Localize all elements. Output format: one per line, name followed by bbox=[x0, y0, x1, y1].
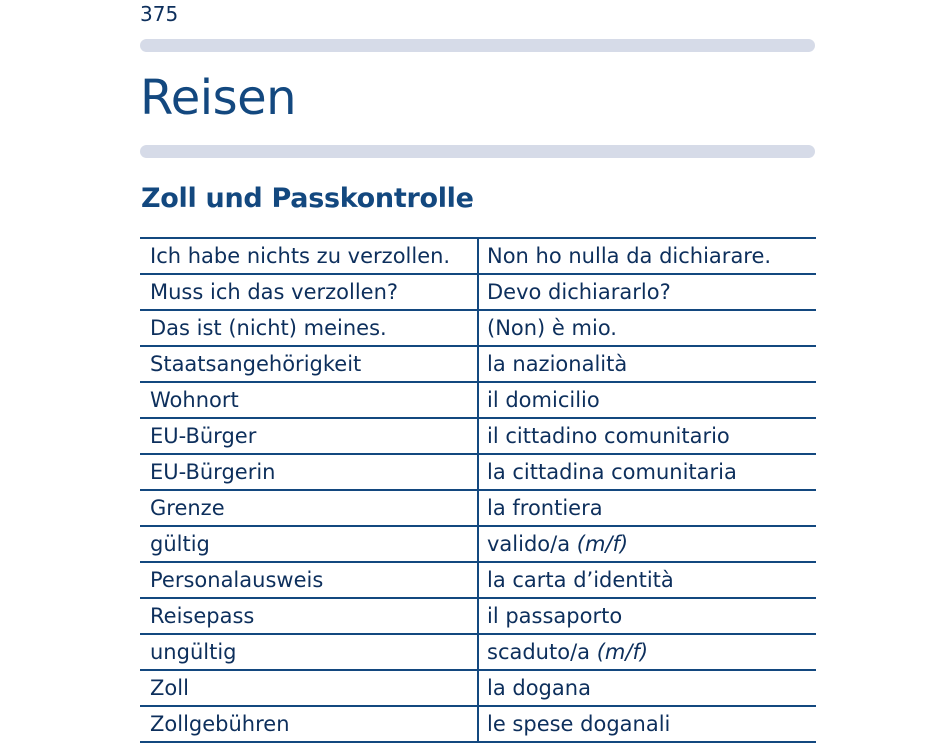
italian-term-cell bbox=[478, 490, 816, 526]
vocabulary-table bbox=[140, 237, 816, 743]
italian-term: la cittadina comunitaria bbox=[487, 460, 737, 484]
german-term: Staatsangehörigkeit bbox=[140, 346, 478, 382]
italian-term-cell bbox=[478, 238, 816, 274]
italian-term-cell bbox=[478, 382, 816, 418]
german-term: ungültig bbox=[140, 634, 478, 670]
italian-term: il domicilio bbox=[487, 388, 600, 412]
italian-term: la frontiera bbox=[487, 496, 603, 520]
chapter-title: Reisen bbox=[140, 70, 297, 126]
italian-term-cell bbox=[478, 526, 816, 562]
italian-term-cell bbox=[478, 670, 816, 706]
gender-note: (m/f) bbox=[576, 532, 629, 556]
german-term: EU-Bürgerin bbox=[140, 454, 478, 490]
german-term: gültig bbox=[140, 526, 478, 562]
italian-term: la dogana bbox=[487, 676, 591, 700]
table-row bbox=[140, 670, 816, 706]
italian-term: il cittadino comunitario bbox=[487, 424, 730, 448]
table-row bbox=[140, 274, 816, 310]
german-term: Reisepass bbox=[140, 598, 478, 634]
italian-term-cell bbox=[478, 562, 816, 598]
table-row bbox=[140, 418, 816, 454]
italian-term-cell bbox=[478, 598, 816, 634]
italian-term-cell bbox=[478, 274, 816, 310]
header-divider-bar bbox=[140, 39, 815, 52]
table-row bbox=[140, 490, 816, 526]
german-term: Personalausweis bbox=[140, 562, 478, 598]
german-term: Zoll bbox=[140, 670, 478, 706]
german-term: Zollgebühren bbox=[140, 706, 478, 742]
italian-term: Non ho nulla da dichiarare. bbox=[487, 244, 772, 268]
italian-term-cell bbox=[478, 346, 816, 382]
table-row bbox=[140, 706, 816, 742]
italian-term: (Non) è mio. bbox=[487, 316, 617, 340]
german-term: Das ist (nicht) meines. bbox=[140, 310, 478, 346]
italian-term: il passaporto bbox=[487, 604, 623, 628]
italian-term: scaduto/a bbox=[487, 640, 591, 664]
table-row bbox=[140, 634, 816, 670]
table-row bbox=[140, 526, 816, 562]
page-number: 375 bbox=[140, 2, 179, 26]
german-term: Ich habe nichts zu verzollen. bbox=[140, 238, 478, 274]
italian-term-cell bbox=[478, 706, 816, 742]
table-row bbox=[140, 598, 816, 634]
italian-term-cell bbox=[478, 454, 816, 490]
table-row bbox=[140, 238, 816, 274]
table-row bbox=[140, 346, 816, 382]
italian-term-cell bbox=[478, 310, 816, 346]
italian-term-cell bbox=[478, 634, 816, 670]
italian-term: la nazionalità bbox=[487, 352, 628, 376]
italian-term: valido/a bbox=[487, 532, 571, 556]
gender-note: (m/f) bbox=[596, 640, 649, 664]
german-term: Muss ich das verzollen? bbox=[140, 274, 478, 310]
italian-term-cell bbox=[478, 418, 816, 454]
german-term: Wohnort bbox=[140, 382, 478, 418]
italian-term: la carta d’identità bbox=[487, 568, 674, 592]
vocabulary-table-body bbox=[140, 238, 816, 742]
table-row bbox=[140, 310, 816, 346]
italian-term: le spese doganali bbox=[487, 712, 671, 736]
section-title: Zoll und Passkontrolle bbox=[141, 183, 474, 214]
table-row bbox=[140, 562, 816, 598]
title-divider-bar bbox=[140, 145, 815, 158]
german-term: Grenze bbox=[140, 490, 478, 526]
german-term: EU-Bürger bbox=[140, 418, 478, 454]
italian-term: Devo dichiararlo? bbox=[487, 280, 671, 304]
table-row bbox=[140, 382, 816, 418]
table-row bbox=[140, 454, 816, 490]
